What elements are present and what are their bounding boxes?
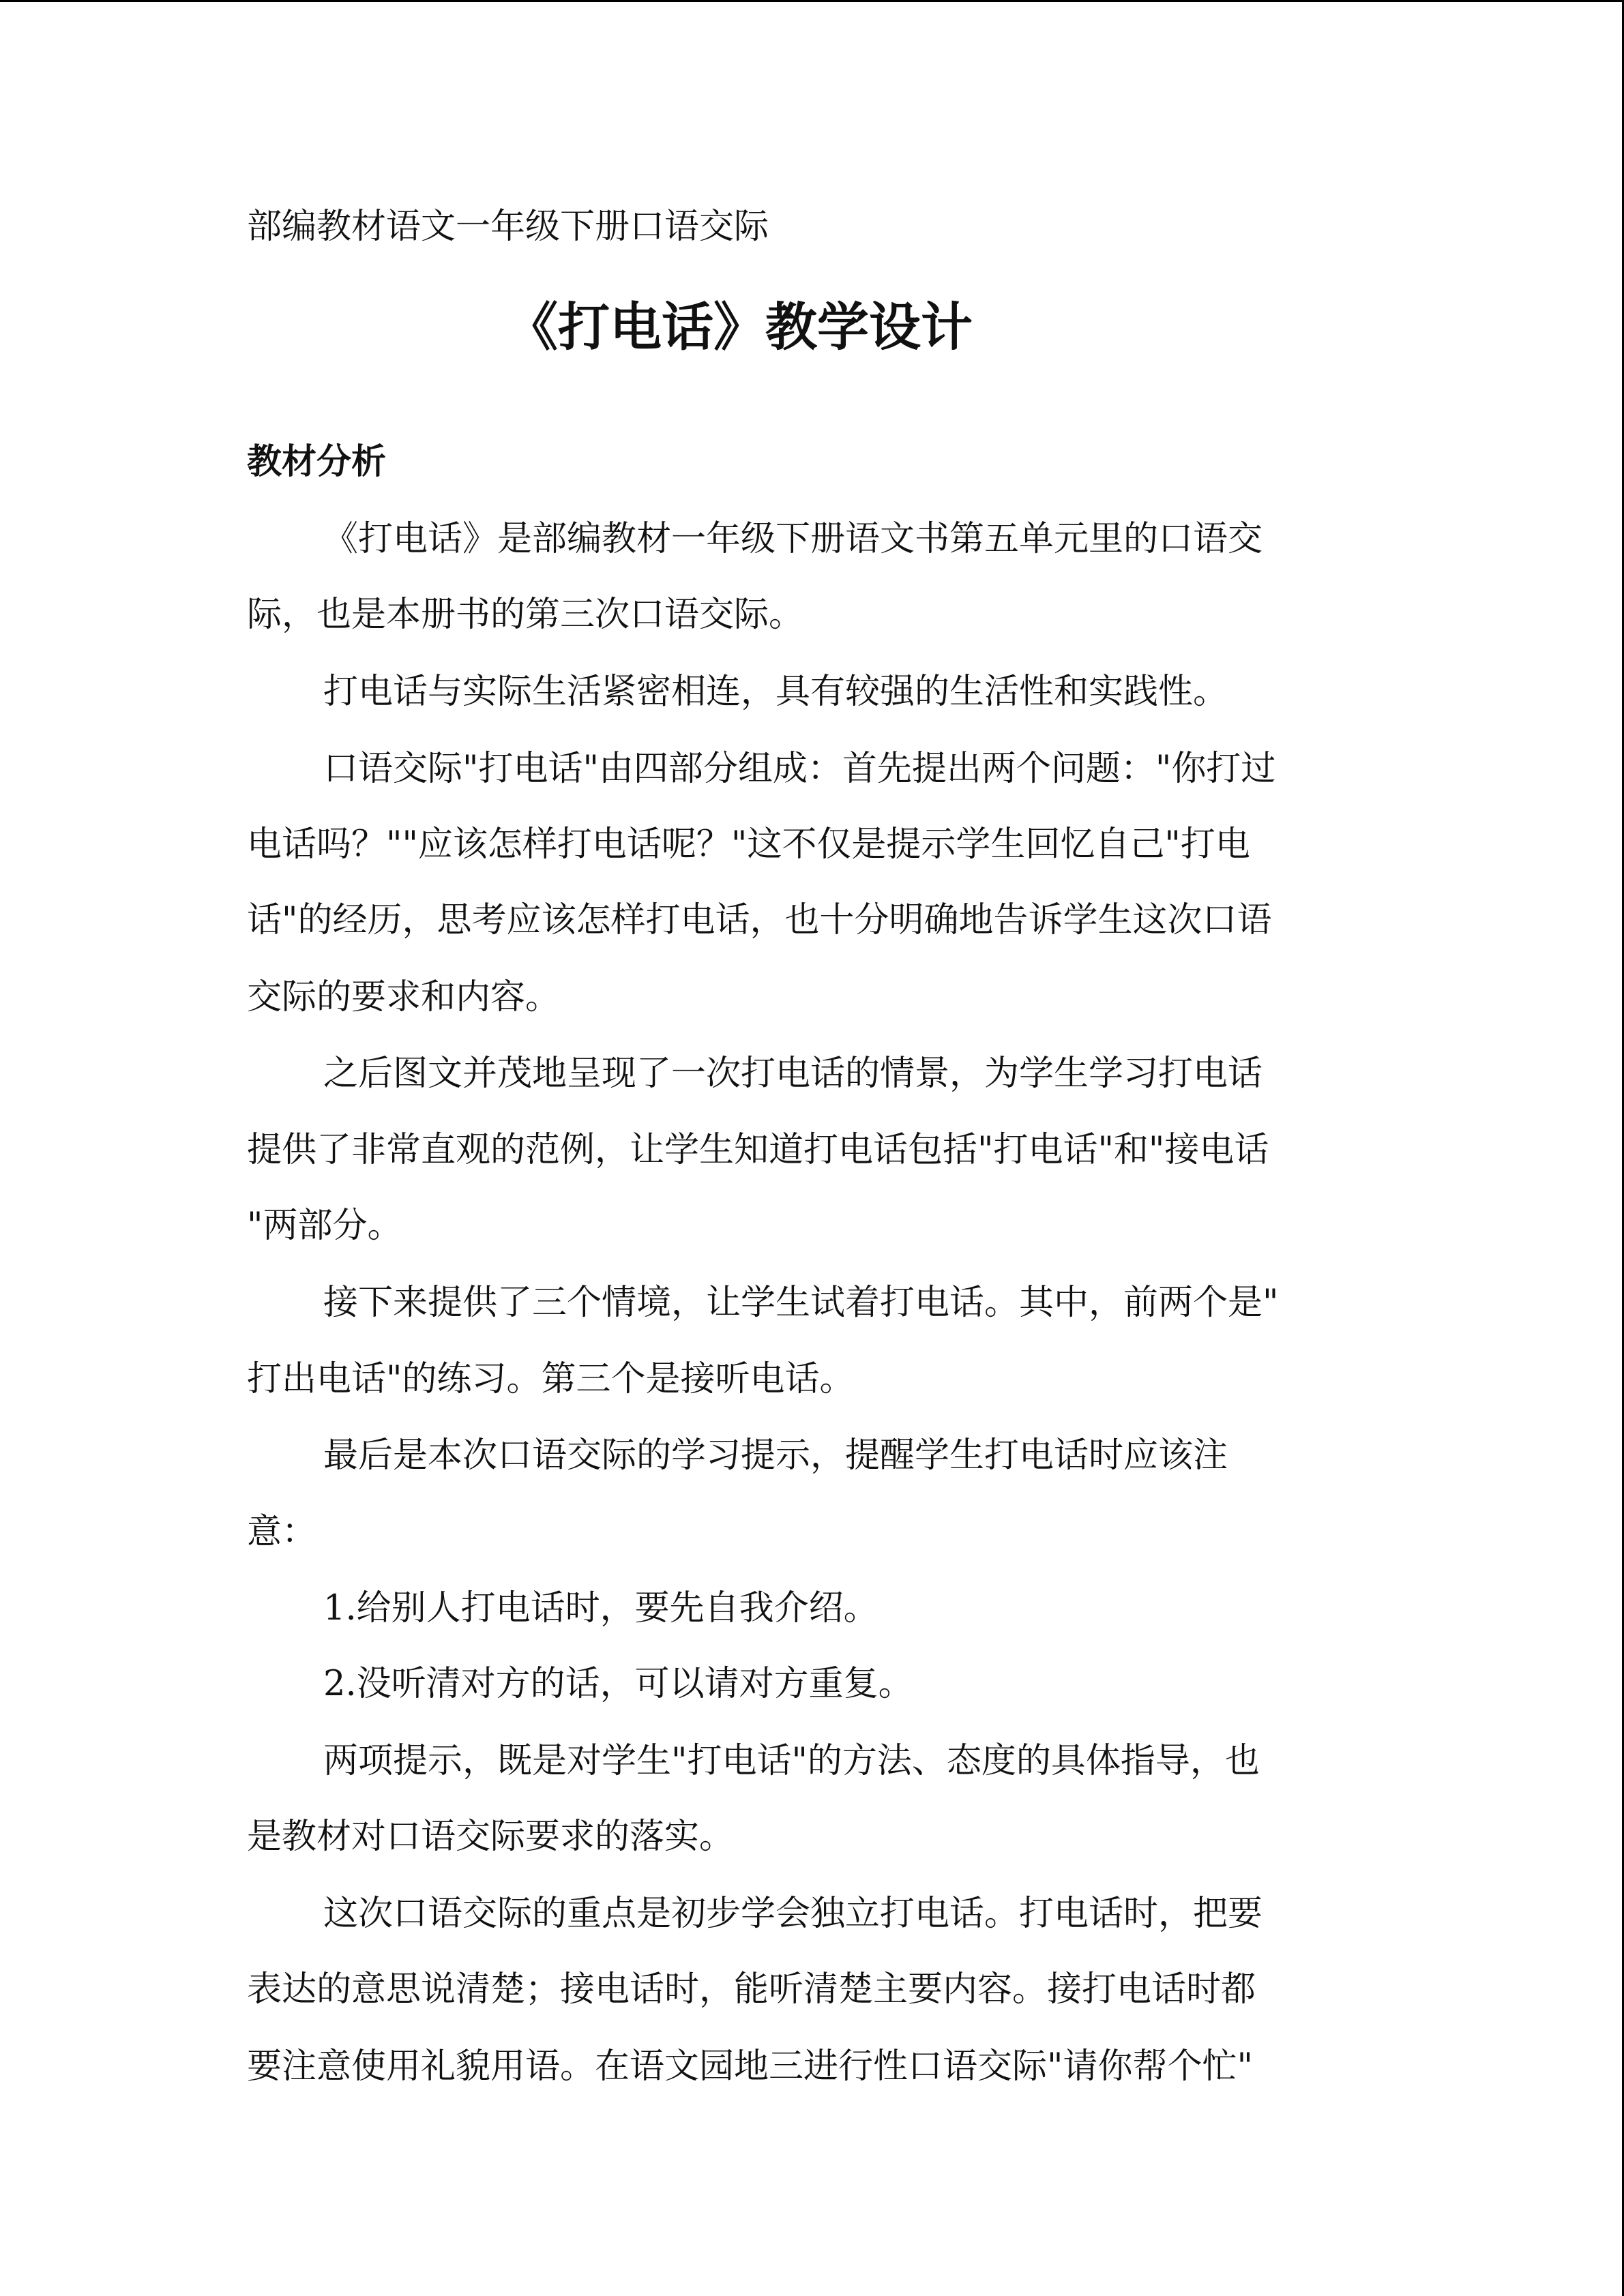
paragraph-line: 之后图文并茂地呈现了一次打电话的情景，为学生学习打电话 (323, 1054, 1263, 1094)
paragraph-line: 口语交际"打电话"由四部分组成：首先提出两个问题："你打过 (323, 749, 1276, 789)
document-subtitle: 部编教材语文一年级下册口语交际 (247, 207, 769, 247)
paragraph-line: 是教材对口语交际要求的落实。 (247, 1817, 735, 1857)
paragraph-line: 《打电话》是部编教材一年级下册语文书第五单元里的口语交 (323, 519, 1263, 559)
paragraph-line: "两部分。 (247, 1206, 402, 1246)
paragraph-line: 最后是本次口语交际的学习提示，提醒学生打电话时应该注 (323, 1435, 1228, 1476)
paragraph-line: 意： (247, 1512, 317, 1552)
paragraph-line: 际，也是本册书的第三次口语交际。 (247, 595, 804, 635)
document-title: 《打电话》教学设计 (506, 297, 973, 357)
paragraph-line: 两项提示，既是对学生"打电话"的方法、态度的具体指导，也 (323, 1741, 1260, 1781)
paragraph-line: 电话吗？""应该怎样打电话呢？"这不仅是提示学生回忆自己"打电 (247, 824, 1250, 865)
paragraph-line: 提供了非常直观的范例，让学生知道打电话包括"打电话"和"接电话 (247, 1130, 1269, 1170)
paragraph-line: 表达的意思说清楚；接电话时，能听清楚主要内容。接打电话时都 (247, 1969, 1256, 2010)
paragraph-line: 这次口语交际的重点是初步学会独立打电话。打电话时，把要 (323, 1894, 1263, 1934)
paragraph-line: 打出电话"的练习。第三个是接听电话。 (247, 1359, 855, 1399)
list-item: 1.给别人打电话时，要先自我介绍。 (323, 1588, 879, 1628)
section-heading: 教材分析 (247, 442, 387, 482)
paragraph-line: 要注意使用礼貌用语。在语文园地三进行性口语交际"请你帮个忙" (247, 2046, 1253, 2087)
paragraph-line: 交际的要求和内容。 (247, 977, 561, 1017)
paragraph-line: 接下来提供了三个情境，让学生试着打电话。其中，前两个是" (323, 1283, 1279, 1323)
paragraph-line: 话"的经历，思考应该怎样打电话，也十分明确地告诉学生这次口语 (247, 900, 1272, 940)
paragraph-line: 打电话与实际生活紧密相连，具有较强的生活性和实践性。 (323, 672, 1228, 712)
list-item: 2.没听清对方的话，可以请对方重复。 (323, 1664, 913, 1704)
